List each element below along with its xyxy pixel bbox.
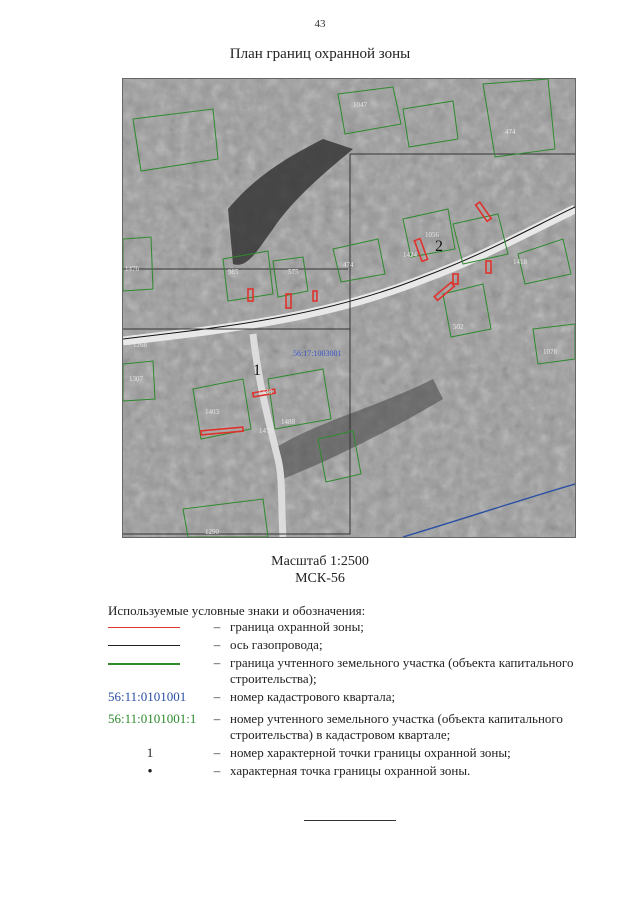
legend-dash: – — [213, 619, 221, 634]
point-number-2: 2 — [435, 238, 443, 255]
legend-symbol-point-number: 1 — [146, 745, 154, 760]
legend-dash: – — [213, 763, 221, 778]
legend-item-zone — [108, 619, 608, 635]
green-line-icon — [108, 663, 180, 665]
parcel-label: 474 — [343, 261, 354, 269]
legend-text: характерная точка границы охранной зоны. — [230, 763, 471, 778]
legend-symbol-parcel-number: 56:11:0101001:1 — [108, 711, 197, 726]
parcel-label: 575 — [288, 268, 299, 276]
parcel-label: 1476 — [125, 265, 139, 273]
parcel-label: 1290 — [205, 528, 219, 536]
parcel-label: 1488 — [281, 418, 295, 426]
parcel-label: 1307 — [129, 375, 143, 383]
quarter-label: 56:17:1003001 — [293, 349, 342, 358]
legend-dash: – — [213, 711, 221, 726]
parcel-label: 985 — [228, 268, 239, 276]
parcel-label: 1338 — [258, 388, 272, 396]
legend-item-parcel-number — [108, 711, 608, 743]
aerial-map — [122, 78, 576, 538]
legend-symbol-quarter: 56:11:0101001 — [108, 689, 187, 704]
parcel-label: 1424 — [403, 251, 417, 259]
legend-text: ось газопровода; — [230, 637, 323, 652]
legend-text: номер учтенного земельного участка (объекта капитального строительства) в кадастровом квартале; — [230, 711, 563, 742]
parcel-label: 1418 — [513, 258, 527, 266]
parcel-label: 1047 — [353, 101, 367, 109]
legend — [108, 619, 608, 781]
legend-text: номер кадастрового квартала; — [230, 689, 396, 704]
legend-dash: – — [213, 655, 221, 670]
page-title: План границ охранной зоны — [229, 46, 411, 62]
legend-dash: – — [213, 637, 221, 652]
scale-text: Масштаб 1:2500 — [271, 554, 369, 569]
red-line-icon — [108, 627, 180, 628]
legend-item-point-number — [108, 745, 608, 761]
legend-item-point — [108, 763, 608, 779]
legend-item-parcel — [108, 655, 608, 687]
legend-dash: – — [213, 689, 221, 704]
page-number: 43 — [314, 18, 326, 30]
parcel-label: 502 — [453, 323, 464, 331]
scale-block — [0, 553, 640, 587]
legend-item-quarter — [108, 689, 608, 705]
coordinate-system: МСК-56 — [295, 571, 345, 586]
parcel-label: 1056 — [425, 231, 439, 239]
legend-heading: Используемые условные знаки и обозначения: — [108, 603, 366, 618]
legend-text: номер характерной точки границы охранной зоны; — [230, 745, 511, 760]
legend-dash: – — [213, 745, 221, 760]
parcel-label: 474 — [505, 128, 516, 136]
parcel-label: 1268 — [133, 341, 147, 349]
legend-symbol-point: • — [147, 763, 153, 778]
parcel-label: 1403 — [205, 408, 219, 416]
map-svg — [123, 79, 575, 537]
footer-divider — [304, 820, 396, 821]
legend-item-axis — [108, 637, 608, 653]
legend-symbol — [108, 619, 204, 635]
parcel-label: 1478 — [259, 427, 273, 435]
legend-text: граница охранной зоны; — [230, 619, 364, 634]
legend-symbol — [108, 637, 204, 653]
legend-text: граница учтенного земельного участка (объекта капитального строительства); — [230, 655, 574, 686]
parcel-label: 1078 — [543, 348, 557, 356]
point-number-1: 1 — [253, 362, 261, 379]
legend-symbol — [108, 655, 204, 671]
black-line-icon — [108, 645, 180, 646]
